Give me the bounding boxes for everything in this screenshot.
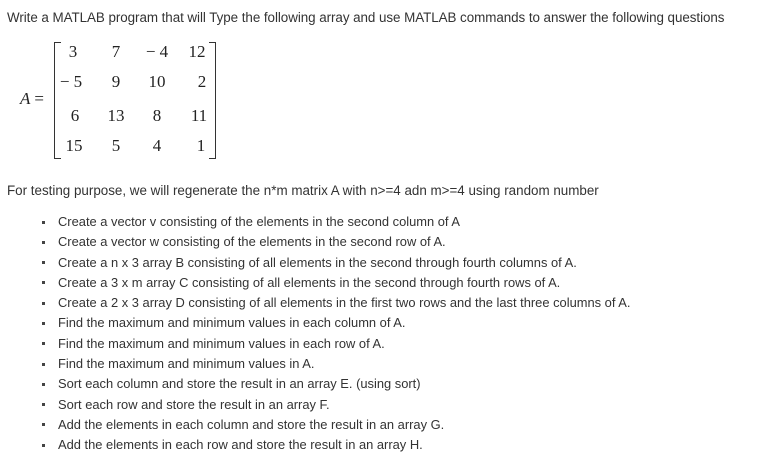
list-item: Create a n x 3 array B consisting of all elements in the second through fourth columns of A. [40, 253, 630, 273]
list-item: Sort each row and store the result in an array F. [40, 395, 630, 415]
list-item: Create a 2 x 3 array D consisting of all elements in the first two rows and the last three columns of A. [40, 293, 630, 313]
matrix-cell: 9 [111, 72, 121, 91]
task-list [40, 212, 630, 456]
list-item: Create a vector v consisting of the elements in the second column of A [40, 212, 630, 232]
list-item: Create a vector w consisting of the elements in the second row of A. [40, 232, 630, 252]
matrix-cell: 13 [107, 106, 125, 125]
matrix-cell: 2 [197, 72, 207, 91]
matrix-cell: 6 [70, 106, 80, 125]
matrix-a [0, 34, 240, 164]
matrix-name: A [20, 89, 31, 108]
list-item: Add the elements in each column and store the result in an array G. [40, 415, 630, 435]
list-item: Find the maximum and minimum values in each row of A. [40, 334, 630, 354]
matrix-equals: = [34, 89, 44, 108]
matrix-cell: 11 [190, 106, 208, 125]
matrix-cell: 3 [68, 42, 78, 61]
list-item: Sort each column and store the result in an array E. (using sort) [40, 374, 630, 394]
list-item: Create a 3 x m array C consisting of all elements in the second through fourth rows of A. [40, 273, 630, 293]
list-item: Find the maximum and minimum values in each column of A. [40, 313, 630, 333]
matrix-cell: 1 [196, 136, 206, 155]
matrix-label [20, 89, 44, 109]
matrix-cell: − 5 [59, 72, 83, 91]
matrix-cell: 5 [111, 136, 121, 155]
matrix-cell: 12 [188, 42, 206, 61]
matrix-cell: 7 [111, 42, 121, 61]
matrix-cell: 10 [148, 72, 166, 91]
testing-note: For testing purpose, we will regenerate the n*m matrix A with n>=4 adn m>=4 using random number [7, 183, 599, 198]
intro-text: Write a MATLAB program that will Type the following array and use MATLAB commands to answer the following questions [7, 10, 725, 25]
list-item: Add the elements in each row and store the result in an array H. [40, 435, 630, 455]
matrix-cell: 8 [152, 106, 162, 125]
matrix-cell: − 4 [145, 42, 169, 61]
list-item: Find the maximum and minimum values in A. [40, 354, 630, 374]
matrix-cell: 4 [152, 136, 162, 155]
matrix-cell: 15 [65, 136, 83, 155]
